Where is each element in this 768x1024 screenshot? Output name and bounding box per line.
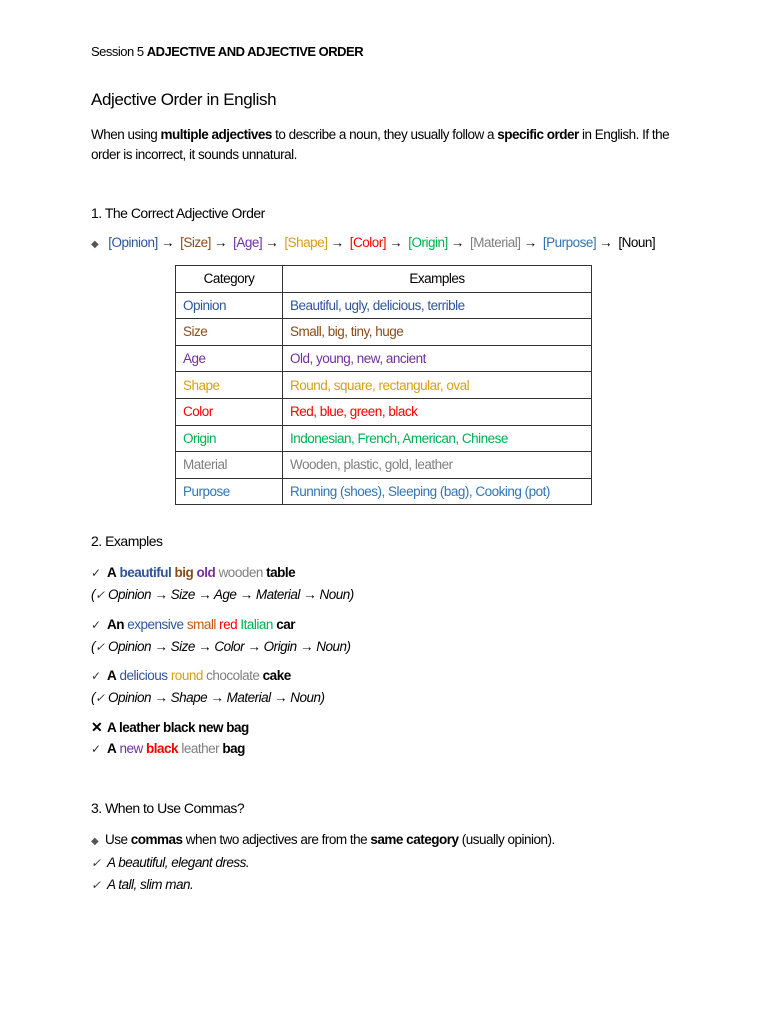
commas-example-1 [91, 852, 555, 874]
noun: cake [262, 668, 291, 683]
check-mark-icon: ✓ [91, 566, 101, 580]
example-path: (✓ Opinion → Shape → Material → Noun) [91, 687, 324, 709]
path-step: Noun [290, 690, 321, 705]
table-header-category: Category [176, 266, 283, 293]
check-mark-icon: ✓ [91, 878, 101, 892]
path-step: Size [170, 587, 195, 602]
table-row [176, 478, 592, 505]
diamond-bullet-icon: ◆ [91, 836, 99, 847]
arrow-icon: → [330, 235, 344, 250]
arrow-icon: → [198, 587, 212, 602]
wrong-right-example [91, 717, 249, 760]
arrow-icon: → [273, 690, 287, 705]
intro-paragraph [91, 125, 691, 165]
adjective-material: leather [181, 741, 220, 756]
table-header-examples: Examples [283, 266, 592, 293]
adjective-shape: round [170, 668, 203, 683]
path-step: Size [170, 639, 195, 654]
table-header-row [176, 266, 592, 293]
example-path: (✓ Opinion → Size → Age → Material → Noun) [91, 584, 354, 606]
arrow-icon: → [599, 235, 613, 250]
path-step: Shape [170, 690, 208, 705]
path-step: Origin [263, 639, 297, 654]
arrow-icon: → [160, 235, 174, 250]
check-mark-icon: ✓ [91, 742, 101, 756]
order-origin: [Origin] [408, 235, 448, 250]
arrow-icon: → [154, 690, 168, 705]
examples-cell: Old, young, new, ancient [283, 345, 592, 372]
arrow-icon: → [210, 690, 224, 705]
commas-bold-2: same category [370, 832, 459, 847]
check-mark-icon: ✓ [91, 618, 101, 632]
arrow-icon: → [523, 235, 537, 250]
table-row [176, 452, 592, 479]
adjective-age: new [119, 741, 143, 756]
session-title: ADJECTIVE AND ADJECTIVE ORDER [146, 44, 364, 59]
cross-mark-icon: ✕ [91, 719, 103, 735]
arrow-icon: → [388, 235, 402, 250]
intro-text-1: When using [91, 127, 161, 142]
path-step: Color [214, 639, 245, 654]
adjective-color: red [219, 617, 238, 632]
examples-cell: Red, blue, green, black [283, 398, 592, 425]
category-cell: Origin [176, 425, 283, 452]
path-step: Age [213, 587, 237, 602]
path-step: Material [226, 690, 271, 705]
arrow-icon: → [299, 639, 313, 654]
order-opinion: [Opinion] [108, 235, 158, 250]
examples-cell: Running (shoes), Sleeping (bag), Cooking (pot) [283, 478, 592, 505]
path-step: Opinion [108, 639, 152, 654]
intro-bold-1: multiple adjectives [160, 127, 272, 142]
right-sentence [91, 738, 249, 760]
examples-cell: Indonesian, French, American, Chinese [283, 425, 592, 452]
adjective-category-table [175, 265, 592, 505]
intro-text-3: in English. If the order is incorrect, it sounds unnatural. [91, 127, 670, 162]
arrow-icon: → [265, 235, 279, 250]
adjective-material: wooden [218, 565, 263, 580]
intro-bold-2: specific order [497, 127, 579, 142]
section-heading-order: 1. The Correct Adjective Order [91, 205, 265, 221]
session-label: Session 5 [91, 44, 144, 59]
order-color: [Color] [349, 235, 386, 250]
example-path: (✓ Opinion → Size → Color → Origin → Noun) [91, 636, 351, 658]
adjective-color: black [146, 741, 179, 756]
article: A [107, 668, 117, 683]
order-noun: [Noun] [618, 235, 656, 250]
noun: table [266, 565, 296, 580]
check-mark-icon: ✓ [95, 588, 105, 602]
adjective-origin: Italian [240, 617, 273, 632]
adjective-material: chocolate [206, 668, 260, 683]
category-cell: Color [176, 398, 283, 425]
commas-example-text: A beautiful, elegant dress. [107, 855, 250, 870]
example-1 [91, 562, 354, 606]
order-size: [Size] [180, 235, 211, 250]
category-cell: Shape [176, 372, 283, 399]
arrow-icon: → [154, 587, 168, 602]
wrong-text: A leather black new bag [107, 720, 249, 735]
path-step: Noun [319, 587, 350, 602]
table-row [176, 345, 592, 372]
arrow-icon: → [198, 639, 212, 654]
page-header [91, 44, 363, 59]
table-row [176, 319, 592, 346]
article: An [107, 617, 124, 632]
order-material: [Material] [470, 235, 521, 250]
arrow-icon: → [154, 639, 168, 654]
arrow-icon: → [247, 639, 261, 654]
commas-text-1: Use [105, 832, 131, 847]
check-mark-icon: ✓ [95, 640, 105, 654]
commas-bold-1: commas [130, 832, 183, 847]
adjective-opinion: beautiful [119, 565, 172, 580]
check-mark-icon: ✓ [91, 856, 101, 870]
section-heading-commas: 3. When to Use Commas? [91, 800, 245, 816]
check-mark-icon: ✓ [91, 669, 101, 683]
page-title: Adjective Order in English [91, 90, 277, 109]
commas-text-2: when two adjectives are from the [182, 832, 371, 847]
adjective-opinion: delicious [119, 668, 168, 683]
examples-cell: Beautiful, ugly, delicious, terrible [283, 292, 592, 319]
table-row [176, 372, 592, 399]
section-heading-examples: 2. Examples [91, 533, 163, 549]
examples-cell: Small, big, tiny, huge [283, 319, 592, 346]
path-step: Material [255, 587, 300, 602]
adjective-size: big [174, 565, 194, 580]
order-age: [Age] [233, 235, 263, 250]
arrow-icon: → [303, 587, 317, 602]
examples-cell: Round, square, rectangular, oval [283, 372, 592, 399]
category-cell: Purpose [176, 478, 283, 505]
path-step: Opinion [108, 587, 152, 602]
arrow-icon: → [450, 235, 464, 250]
adjective-age: old [196, 565, 216, 580]
adjective-opinion: expensive [127, 617, 184, 632]
category-cell: Size [176, 319, 283, 346]
category-cell: Age [176, 345, 283, 372]
diamond-bullet-icon: ◆ [91, 239, 99, 250]
example-2 [91, 614, 351, 658]
commas-rule [91, 829, 555, 852]
commas-text-3: (usually opinion). [458, 832, 555, 847]
adjective-order-sequence [91, 235, 655, 250]
commas-example-text: A tall, slim man. [107, 877, 194, 892]
commas-block [91, 829, 555, 896]
noun: car [276, 617, 295, 632]
example-sentence [91, 562, 354, 584]
wrong-sentence [91, 717, 249, 738]
article: A [107, 565, 117, 580]
table-row [176, 398, 592, 425]
noun: bag [222, 741, 245, 756]
arrow-icon: → [239, 587, 253, 602]
arrow-icon: → [213, 235, 227, 250]
order-purpose: [Purpose] [542, 235, 597, 250]
category-cell: Opinion [176, 292, 283, 319]
adjective-size: small [186, 617, 216, 632]
example-3 [91, 665, 324, 709]
path-step: Noun [316, 639, 347, 654]
category-cell: Material [176, 452, 283, 479]
order-shape: [Shape] [284, 235, 328, 250]
intro-text-2: to describe a noun, they usually follow a [271, 127, 498, 142]
example-sentence [91, 614, 351, 636]
table-row [176, 292, 592, 319]
table-row [176, 425, 592, 452]
check-mark-icon: ✓ [95, 691, 105, 705]
commas-example-2 [91, 874, 555, 896]
path-step: Opinion [108, 690, 152, 705]
example-sentence [91, 665, 324, 687]
examples-cell: Wooden, plastic, gold, leather [283, 452, 592, 479]
article: A [107, 741, 117, 756]
